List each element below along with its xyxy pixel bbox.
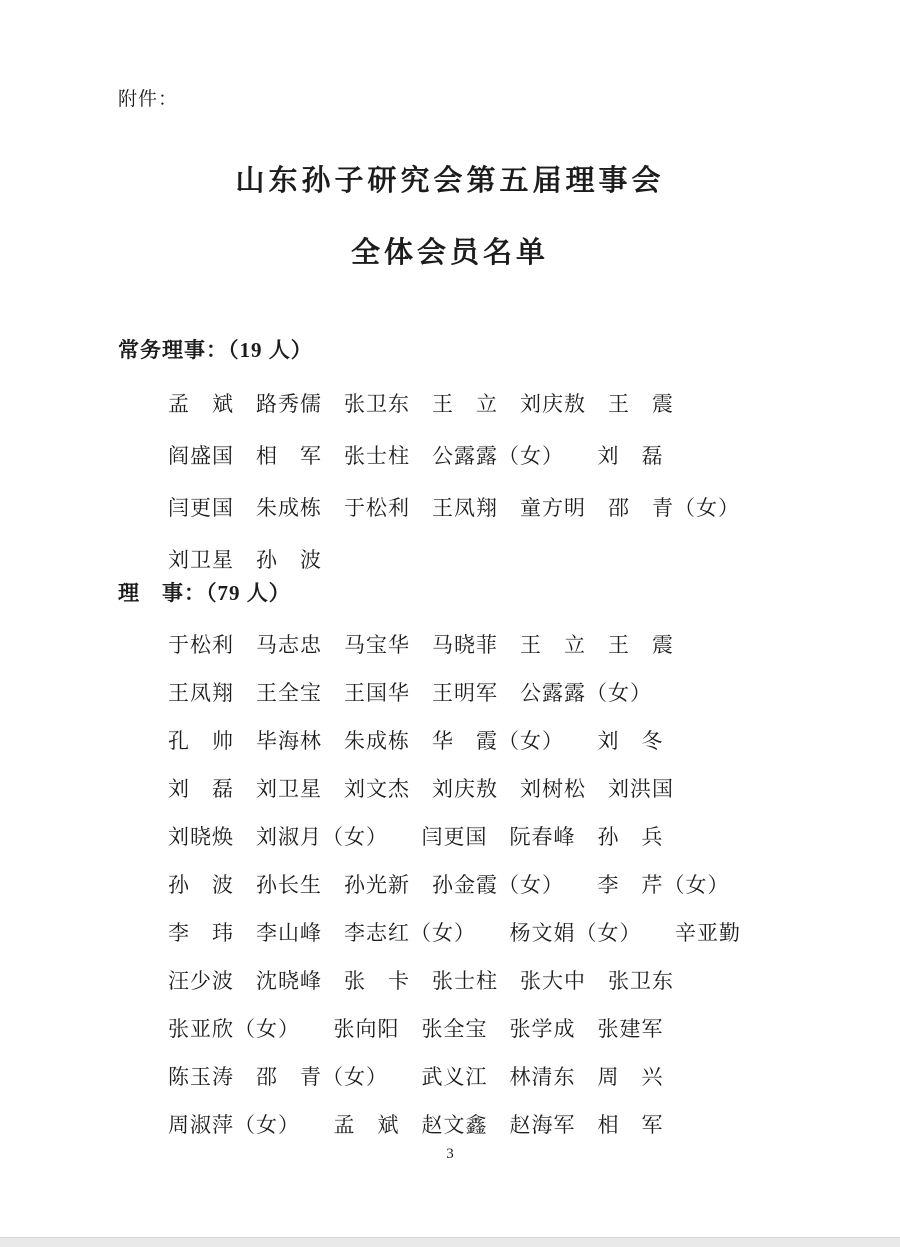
- standing-directors-heading: 常务理事：（19 人）: [118, 338, 313, 362]
- document-subtitle: 全体会员名单: [350, 237, 549, 269]
- viewer-bottom-strip: [0, 1237, 900, 1247]
- document-title: 山东孙子研究会第五届理事会: [235, 165, 665, 197]
- member-row: 汪少波 沈晓峰 张 卡 张士柱 张大中 张卫东: [168, 969, 674, 993]
- directors-rows: [168, 621, 810, 1149]
- member-row: 闫更国 朱成栋 于松利 王凤翔 童方明 邵 青（女）: [168, 496, 740, 520]
- member-row: 刘晓焕 刘淑月（女） 闫更国 阮春峰 孙 兵: [168, 825, 664, 849]
- directors-heading: 理 事：（79 人）: [118, 581, 291, 605]
- member-row: 李 玮 李山峰 李志红（女） 杨文娟（女） 辛亚勤: [168, 921, 741, 945]
- section-standing-directors: [118, 334, 810, 586]
- member-row: 陈玉涛 邵 青（女） 武义江 林清东 周 兴: [168, 1065, 664, 1089]
- member-row: 周淑萍（女） 孟 斌 赵文鑫 赵海军 相 军: [168, 1113, 664, 1137]
- member-row: 孔 帅 毕海林 朱成栋 华 霞（女） 刘 冬: [168, 729, 664, 753]
- member-row: 孙 波 孙长生 孙光新 孙金霞（女） 李 芹（女）: [168, 873, 730, 897]
- member-row: 王凤翔 王全宝 王国华 王明军 公露露（女）: [168, 681, 652, 705]
- member-row: 张亚欣（女） 张向阳 张全宝 张学成 张建军: [168, 1017, 664, 1041]
- attachment-label: 附件：: [118, 89, 179, 110]
- member-row: 孟 斌 路秀儒 张卫东 王 立 刘庆敖 王 震: [168, 392, 674, 416]
- member-row: 刘 磊 刘卫星 刘文杰 刘庆敖 刘树松 刘洪国: [168, 777, 674, 801]
- member-row: 刘卫星 孙 波: [168, 548, 322, 572]
- standing-directors-rows: [168, 378, 810, 586]
- member-row: 于松利 马志忠 马宝华 马晓菲 王 立 王 震: [168, 633, 674, 657]
- section-directors: [118, 577, 810, 1149]
- page-number: 3: [446, 1146, 454, 1162]
- member-row: 阎盛国 相 军 张士柱 公露露（女） 刘 磊: [168, 444, 664, 468]
